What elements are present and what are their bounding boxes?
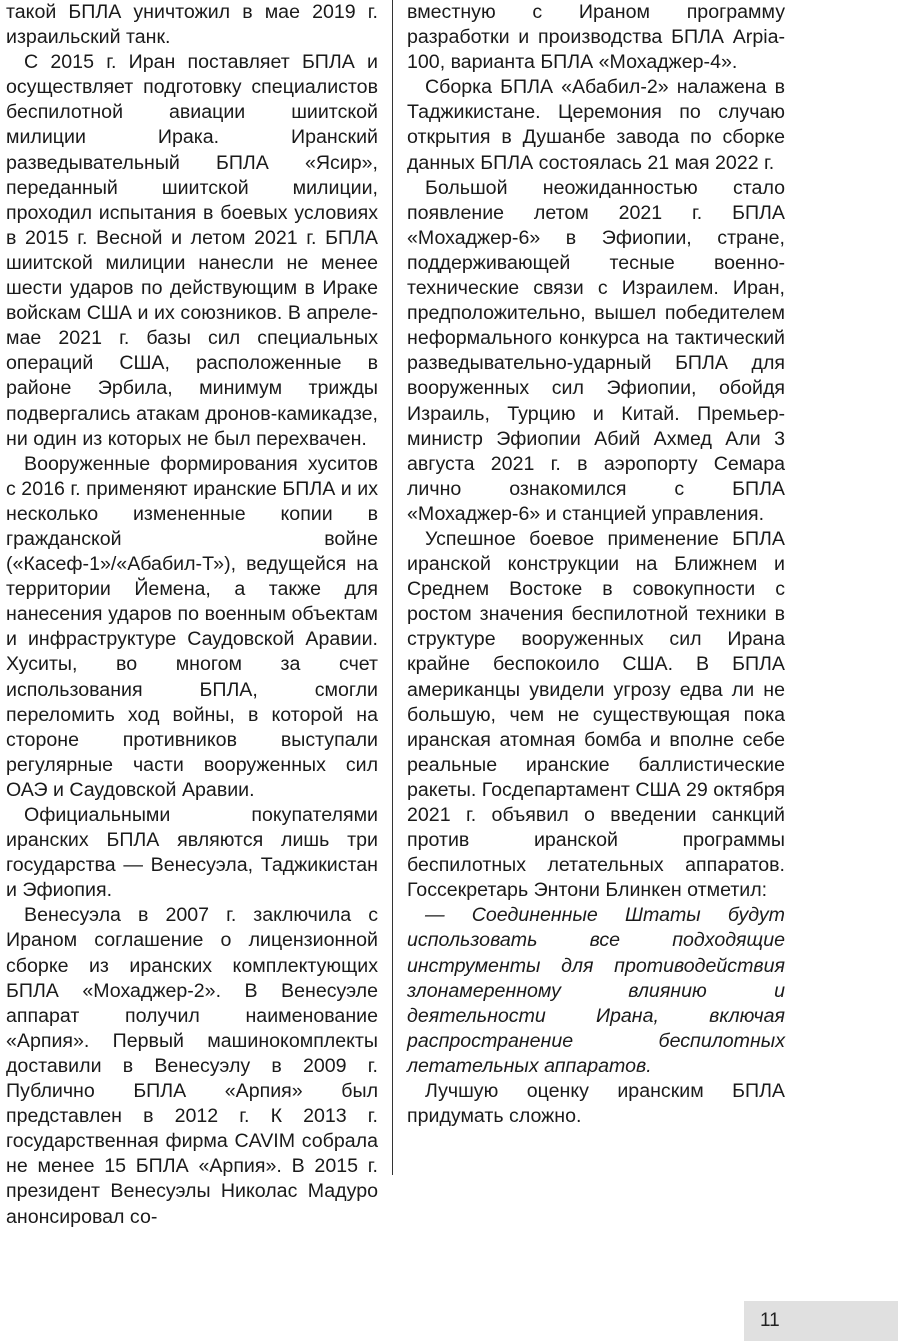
paragraph: Успешное боевое применение БПЛА иранской конструкции на Ближнем и Среднем Востоке в совокупности с ростом значения беспилотной техники в структуре вооруженных сил Ирана крайне беспокоило США. В БПЛА американцы увидели угрозу едва ли не большую, чем не существующая пока иранская атомная бомба и вполне себе реальные иранские баллистические ракеты. Госдепартамент США 29 октября 2021 г. объявил о введении санкций против иранской программы беспилотных летательных аппаратов. Госсекретарь Энтони Блинкен отметил: bbox=[407, 527, 785, 902]
paragraph: Лучшую оценку иранским БПЛА придумать сложно. bbox=[407, 1080, 785, 1128]
left-column bbox=[6, 0, 378, 1230]
paragraph: Официальными покупателями иранских БПЛА являются лишь три государства — Венесуэла, Таджикистан и Эфиопия. bbox=[6, 804, 378, 902]
quote-paragraph: — Соединенные Штаты будут использовать все подходящие инструменты для противодействия злонамеренному влиянию и деятельности Ирана, включая распространение беспилотных летательных аппаратов. bbox=[407, 904, 785, 1077]
paragraph: такой БПЛА уничтожил в мае 2019 г. израильский танк. bbox=[6, 1, 378, 49]
right-column bbox=[407, 0, 785, 1129]
paragraph: С 2015 г. Иран поставляет БПЛА и осуществляет подготовку специалистов беспилотной авиации шиитской милиции Ирака. Иранский разведывательный БПЛА «Ясир», переданный шиитской милиции, проходил испытания в боевых условиях в 2015 г. Весной и летом 2021 г. БПЛА шиитской милиции нанесли не менее шести ударов по действующим в Ираке войскам США и их союзников. В апреле-мае 2021 г. базы сил специальных операций США, расположенные в районе Эрбила, минимум трижды подвергались атакам дронов-камикадзе, ни один из которых не был перехвачен. bbox=[6, 51, 378, 450]
paragraph: Сборка БПЛА «Абабил-2» налажена в Таджикистане. Церемония по случаю открытия в Душанбе завода по сборке данных БПЛА состоялась 21 мая 2022 г. bbox=[407, 76, 785, 174]
paragraph: вместную с Ираном программу разработки и производства БПЛА Arpia-100, варианта БПЛА «Мохаджер-4». bbox=[407, 1, 785, 74]
paragraph: Вооруженные формирования хуситов с 2016 г. применяют иранские БПЛА и их несколько измененные копии в гражданской войне («Касеф-1»/«Абабил-Т»), ведущейся на территории Йемена, а также для нанесения ударов по военным объектам и инфраструктуре Саудовской Аравии. Хуситы, во многом за счет использования БПЛА, смогли переломить ход войны, в которой на стороне противников выступали регулярные части вооруженных сил ОАЭ и Саудовской Аравии. bbox=[6, 452, 378, 801]
page-number: 11 bbox=[760, 1310, 780, 1331]
column-divider bbox=[392, 0, 393, 1175]
paragraph: Венесуэла в 2007 г. заключила с Ираном соглашение о лицензионной сборке из иранских комплектующих БПЛА «Мохаджер-2». В Венесуэле аппарат получил наименование «Арпия». Первый машинокомплекты доставили в Венесуэлу в 2009 г. Публично БПЛА «Арпия» был представлен в 2012 г. К 2013 г. государственная фирма CAVIM собрала не менее 15 БПЛА «Арпия». В 2015 г. президент Венесуэлы Николас Мадуро анонсировал со- bbox=[6, 904, 378, 1228]
paragraph: Большой неожиданностью стало появление летом 2021 г. БПЛА «Мохаджер-6» в Эфиопии, стране, поддерживающей тесные военно-технические связи с Израилем. Иран, предположительно, вышел победителем неформального конкурса на тактический разведывательно-ударный БПЛА для вооруженных сил Эфиопии, обойдя Израиль, Турцию и Китай. Премьер-министр Эфиопии Абий Ахмед Али 3 августа 2021 г. в аэропорту Семара лично ознакомился с БПЛА «Мохаджер-6» и станцией управления. bbox=[407, 176, 785, 525]
